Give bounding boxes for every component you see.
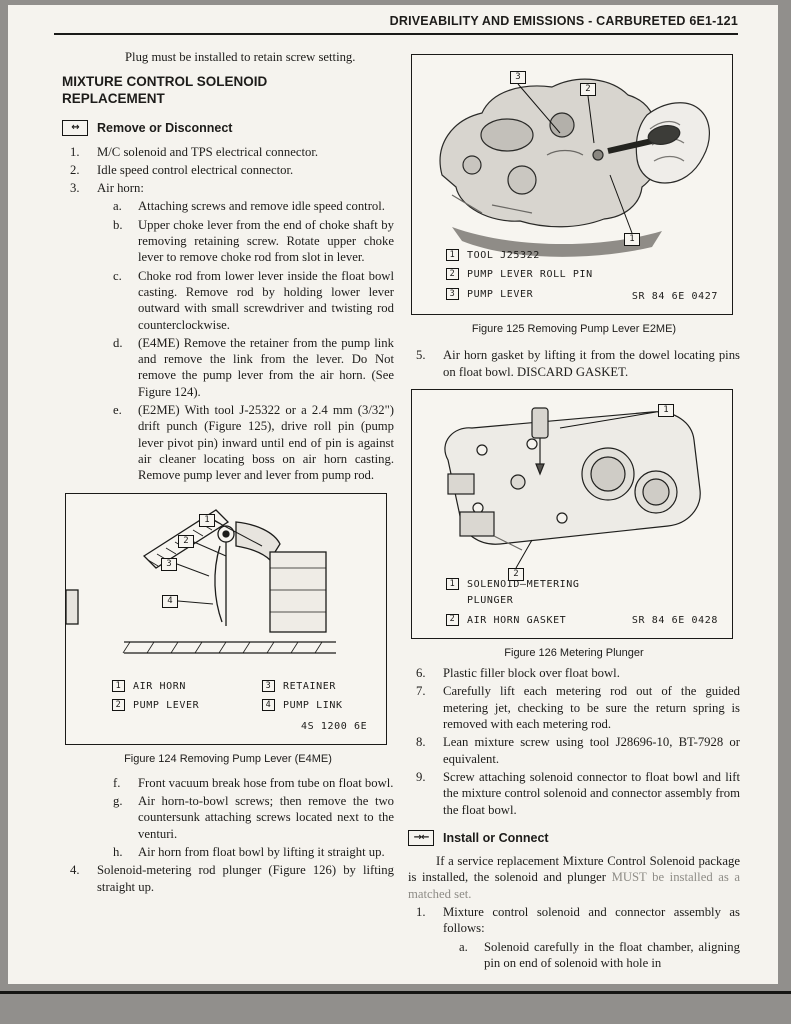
step-text: Screw attaching solenoid connector to float bowl and lift the mixture control solenoid and connector assembly from the float bowl. <box>443 769 740 817</box>
step-text: Air horn: <box>97 181 144 196</box>
substep-letter: a. <box>459 939 468 954</box>
substep-text: Choke rod from lower lever inside the float bowl casting. Remove rod by holding lower lever outward with small screwdriver and twisting rod counterclockwise. <box>138 268 394 332</box>
legend-label: PUMP LEVER ROLL PIN <box>467 269 593 281</box>
substep-b <box>62 217 394 266</box>
legend-label: TOOL J25322 <box>467 250 540 262</box>
substep-h <box>62 844 394 860</box>
legend-tag: 2 <box>446 614 459 626</box>
legend-item <box>112 698 262 714</box>
substep-letter: d. <box>113 335 123 350</box>
install-paragraph-text: If a service replacement Mixture Control Solenoid package is installed, the solenoid and plunger <box>408 854 740 885</box>
substep-letter: a. <box>113 199 122 214</box>
substep-letter: f. <box>113 775 121 790</box>
step-3 <box>62 180 394 196</box>
step-number: 6. <box>416 666 426 681</box>
legend-item <box>262 698 376 714</box>
substep-letter: h. <box>113 845 123 860</box>
figure-124-callout-3: 3 <box>161 558 177 571</box>
figure-124-drawing <box>66 494 385 679</box>
figure-124 <box>65 493 387 745</box>
right-column <box>408 45 740 973</box>
step-number: 4. <box>70 863 80 878</box>
legend-item <box>446 577 595 610</box>
install-heading-label: Install or Connect <box>443 830 549 845</box>
figure-126-drawing <box>412 390 731 588</box>
figure-124-callout-2: 2 <box>178 535 194 548</box>
intro-paragraph: Plug must be installed to retain screw setting. <box>125 50 356 64</box>
legend-label: AIR HORN GASKET <box>467 614 567 626</box>
figure-124-callout-4: 4 <box>162 595 178 608</box>
substep-a <box>62 198 394 214</box>
substep-d <box>62 335 394 400</box>
step-2 <box>62 162 394 178</box>
remove-heading-label: Remove or Disconnect <box>97 121 233 136</box>
install-paragraph <box>408 853 740 902</box>
figure-124-callout-1: 1 <box>199 514 215 527</box>
substep-e <box>62 402 394 483</box>
substep-letter: b. <box>113 217 123 232</box>
step-5 <box>408 347 740 380</box>
legend-tag: 2 <box>112 699 125 711</box>
legend-tag: 3 <box>262 680 275 692</box>
legend-label: PUMP LEVER <box>467 288 534 300</box>
document-page <box>8 5 778 984</box>
figure-126-caption: Figure 126 Metering Plunger <box>504 646 644 659</box>
legend-item <box>446 267 593 283</box>
step-number: 2. <box>70 162 80 177</box>
step-number: 9. <box>416 769 426 784</box>
figure-125-callout-3: 3 <box>510 71 526 84</box>
legend-tag: 1 <box>446 578 459 590</box>
figure-126-callout-1: 1 <box>658 404 674 417</box>
step-6 <box>408 665 740 681</box>
legend-item <box>112 679 262 695</box>
step-text: Plastic filler block over float bowl. <box>443 666 620 681</box>
legend-item <box>446 248 593 264</box>
figure-125 <box>411 54 733 315</box>
remove-or-disconnect-heading <box>62 120 394 136</box>
legend-tag: 4 <box>262 699 275 711</box>
step-number: 7. <box>416 684 426 699</box>
install-substep-a <box>408 939 740 972</box>
legend-item <box>446 613 595 629</box>
step-number: 1. <box>416 905 426 920</box>
figure-125-legend <box>446 248 593 306</box>
figure-124-caption: Figure 124 Removing Pump Lever (E4ME) <box>124 752 332 765</box>
step-1 <box>62 144 394 160</box>
step-number: 8. <box>416 735 426 750</box>
figure-125-code: SR 84 6E 0427 <box>631 290 718 302</box>
legend-label: SOLENOID–METERING PLUNGER <box>467 579 580 607</box>
substep-letter: c. <box>113 268 122 283</box>
figure-125-callout-1: 1 <box>624 233 640 246</box>
substep-g <box>62 793 394 842</box>
legend-label: RETAINER <box>283 680 336 692</box>
install-step-1 <box>408 904 740 937</box>
substep-text: Attaching screws and remove idle speed control. <box>138 199 385 214</box>
figure-126-code: SR 84 6E 0428 <box>631 614 718 626</box>
step-text: Solenoid-metering rod plunger (Figure 126) by lifting straight up. <box>97 863 394 894</box>
step-text: Air horn gasket by lifting it from the dowel locating pins on float bowl. DISCARD GASKET. <box>443 348 740 379</box>
install-paragraph-faded-text: MUST be installed as a matched set. <box>408 870 740 901</box>
step-text: Lean mixture screw using tool J28696-10, BT-7928 or equivalent. <box>443 735 740 766</box>
step-text: Idle speed control electrical connector. <box>97 162 294 177</box>
bottom-scan-rule <box>0 991 791 994</box>
legend-label: PUMP LINK <box>283 700 343 712</box>
step-7 <box>408 683 740 732</box>
remove-disconnect-icon: ↔ <box>62 120 88 136</box>
section-title <box>62 73 394 107</box>
legend-item <box>262 679 376 695</box>
legend-label: AIR HORN <box>133 680 186 692</box>
figure-125-photo <box>412 55 731 269</box>
substep-text: (E4ME) Remove the retainer from the pump link and remove the link from the lever. Do Not remove the pump lever from the air horn. (See Figure 124). <box>138 335 394 399</box>
legend-label: PUMP LEVER <box>133 700 200 712</box>
substep-text: Solenoid carefully in the float chamber, aligning pin on end of solenoid with hole in <box>484 939 740 970</box>
step-text: M/C solenoid and TPS electrical connector. <box>97 144 319 159</box>
substep-text: Upper choke lever from the end of choke shaft by removing retaining screw. Rotate upper choke lever to remove choke rod from slot in lever. <box>138 217 394 265</box>
step-number: 3. <box>70 181 80 196</box>
step-4 <box>62 862 394 895</box>
header-rule <box>54 33 738 35</box>
page-header: DRIVEABILITY AND EMISSIONS - CARBURETED 6E1-121 <box>389 14 738 28</box>
substep-text: Air horn from float bowl by lifting it straight up. <box>138 845 385 860</box>
step-8 <box>408 734 740 767</box>
figure-124-legend <box>112 679 376 718</box>
legend-tag: 3 <box>446 288 459 300</box>
substep-letter: e. <box>113 403 122 418</box>
substep-text: Front vacuum break hose from tube on float bowl. <box>138 775 394 790</box>
substep-f <box>62 775 394 791</box>
substep-c <box>62 268 394 333</box>
figure-125-callout-2: 2 <box>580 83 596 96</box>
step-text: Mixture control solenoid and connector assembly as follows: <box>443 905 740 936</box>
step-9 <box>408 769 740 818</box>
legend-item <box>446 287 593 303</box>
figure-126 <box>411 389 733 639</box>
install-connect-icon: →← <box>408 830 434 846</box>
legend-tag: 1 <box>112 680 125 692</box>
left-column <box>62 47 394 897</box>
figure-126-callout-2: 2 <box>508 568 524 581</box>
install-or-connect-heading <box>408 830 740 846</box>
substep-text: (E2ME) With tool J-25322 or a 2.4 mm (3/32") drift punch (Figure 125), drive roll pin (pump lever pivot pin) inward until end of pin is against air cleaner locating boss on air horn casting. Remove pump lever and lever from pump rod. <box>138 403 394 483</box>
substep-text: Air horn-to-bowl screws; then remove the two countersunk attaching screws located next to the venturi. <box>138 794 394 841</box>
figure-125-caption: Figure 125 Removing Pump Lever E2ME) <box>471 323 677 335</box>
step-number: 1. <box>70 144 80 159</box>
legend-tag: 1 <box>446 249 459 261</box>
section-title-line1: MIXTURE CONTROL SOLENOID <box>62 74 268 90</box>
section-title-line2: REPLACEMENT <box>62 91 165 107</box>
figure-126-legend <box>446 577 595 632</box>
step-number: 5. <box>416 348 426 363</box>
legend-tag: 2 <box>446 268 459 280</box>
substep-letter: g. <box>113 794 123 809</box>
figure-124-code: 4S 1200 6E <box>301 721 368 733</box>
step-text: Carefully lift each metering rod out of the guided metering jet, checking to be sure the return spring is removed with each metering rod. <box>443 684 740 732</box>
